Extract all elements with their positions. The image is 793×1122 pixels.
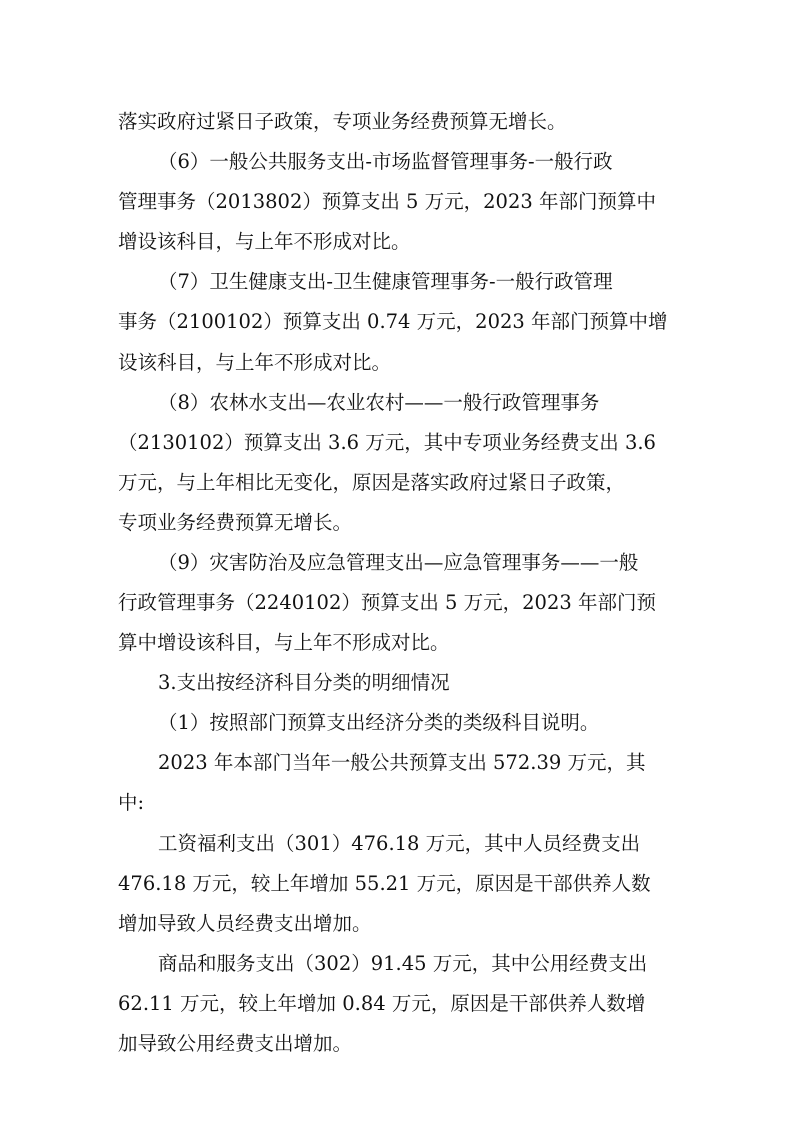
text-line: 设该科目，与上年不形成对比。 bbox=[118, 351, 392, 374]
text-line: 行政管理事务（2240102）预算支出 5 万元，2023 年部门预 bbox=[118, 591, 656, 614]
text-line: 工资福利支出（301）476.18 万元，其中人员经费支出 bbox=[158, 832, 641, 855]
text-line: （9）灾害防治及应急管理支出—应急管理事务——一般 bbox=[158, 551, 639, 574]
text-line: 增设该科目，与上年不形成对比。 bbox=[118, 230, 411, 253]
text-line: 加导致公用经费支出增加。 bbox=[118, 1032, 353, 1055]
text-line: 476.18 万元，较上年增加 55.21 万元，原因是干部供养人数 bbox=[118, 872, 651, 895]
text-line: （8）农林水支出—农业农村——一般行政管理事务 bbox=[158, 391, 600, 414]
text-line: 增加导致人员经费支出增加。 bbox=[118, 912, 372, 935]
text-line: 62.11 万元，较上年增加 0.84 万元，原因是干部供养人数增 bbox=[118, 992, 646, 1015]
text-line: 商品和服务支出（302）91.45 万元，其中公用经费支出 bbox=[158, 952, 648, 975]
text-line: （2130102）预算支出 3.6 万元，其中专项业务经费支出 3.6 bbox=[118, 431, 656, 454]
text-line: 2023 年本部门当年一般公共预算支出 572.39 万元，其 bbox=[158, 751, 646, 774]
text-line: （1）按照部门预算支出经济分类的类级科目说明。 bbox=[158, 711, 600, 734]
section-heading: 3.支出按经济科目分类的明细情况 bbox=[158, 671, 450, 694]
text-line: 专项业务经费预算无增长。 bbox=[118, 511, 353, 534]
text-line: 算中增设该科目，与上年不形成对比。 bbox=[118, 631, 450, 654]
text-line: 管理事务（2013802）预算支出 5 万元，2023 年部门预算中 bbox=[118, 190, 656, 213]
text-line: 万元，与上年相比无变化，原因是落实政府过紧日子政策， bbox=[118, 471, 626, 494]
text-line: 事务（2100102）预算支出 0.74 万元，2023 年部门预算中增 bbox=[118, 310, 668, 333]
text-line: 落实政府过紧日子政策，专项业务经费预算无增长。 bbox=[118, 110, 567, 133]
text-line: （7）卫生健康支出-卫生健康管理事务-一般行政管理 bbox=[158, 270, 613, 293]
text-line: 中: bbox=[118, 791, 145, 814]
text-line: （6）一般公共服务支出-市场监督管理事务-一般行政 bbox=[158, 150, 613, 173]
